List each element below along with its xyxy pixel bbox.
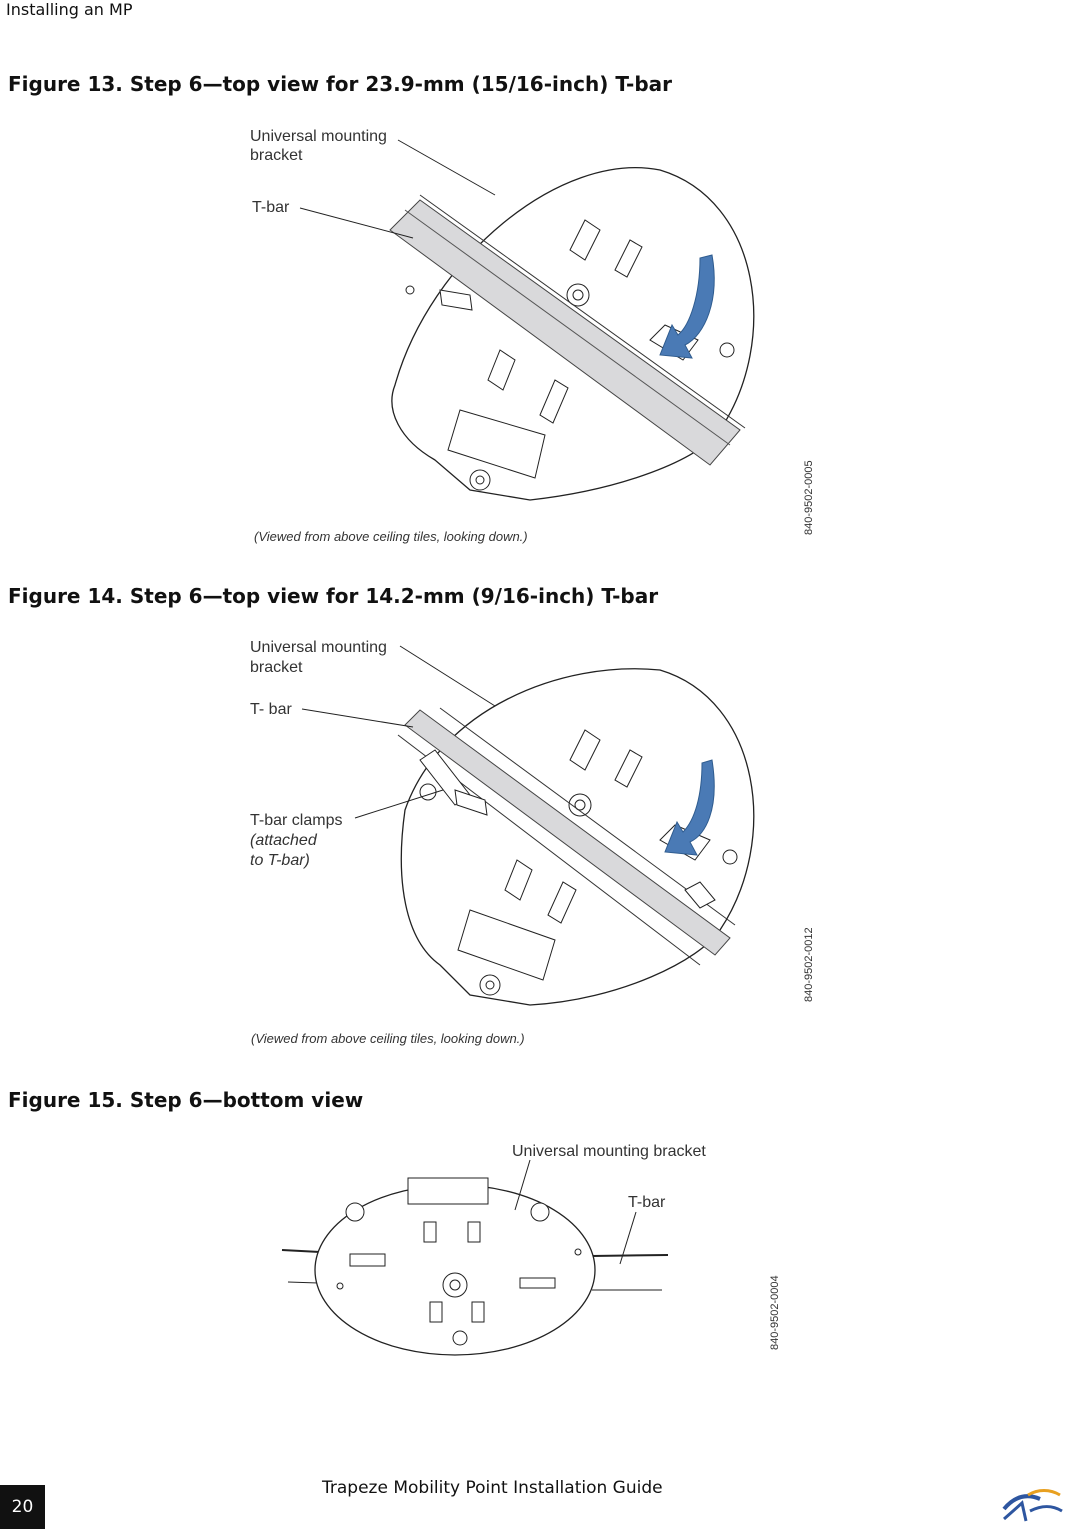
figure-13 — [0, 110, 1067, 550]
figure-14-tbar-label: T- bar — [250, 701, 292, 718]
figure-14-title: Figure 14. Step 6—top view for 14.2-mm (9/16-inch) T-bar — [8, 584, 659, 608]
figure-14-caption: (Viewed from above ceiling tiles, looking down.) — [251, 1031, 525, 1046]
figure-14-clamps-label-1: T-bar clamps — [250, 812, 343, 829]
page-number: 20 — [0, 1485, 45, 1529]
figure-14 — [0, 620, 1067, 1060]
figure-15-illustration — [0, 1130, 1067, 1370]
figure-15-code: 840-9502-0004 — [769, 1275, 781, 1350]
figure-13-caption: (Viewed from above ceiling tiles, looking down.) — [254, 529, 528, 544]
section-header: Installing an MP — [6, 0, 133, 19]
trapeze-logo-icon — [1000, 1483, 1064, 1531]
figure-13-code: 840-9502-0005 — [803, 460, 815, 535]
figure-14-clamps-label-3: to T-bar) — [250, 852, 310, 869]
figure-15-bracket-label: Universal mounting bracket — [512, 1143, 706, 1160]
figure-14-clamps-label-2: (attached — [250, 832, 317, 849]
figure-15-title: Figure 15. Step 6—bottom view — [8, 1088, 364, 1112]
figure-13-illustration — [0, 110, 1067, 550]
footer-guide-title: Trapeze Mobility Point Installation Guide — [322, 1478, 663, 1498]
figure-13-bracket-label-1: Universal mounting — [250, 128, 387, 145]
figure-15 — [0, 1130, 1067, 1370]
figure-14-illustration — [0, 620, 1067, 1060]
figure-14-bracket-label-2: bracket — [250, 659, 303, 676]
figure-13-bracket-label-2: bracket — [250, 147, 303, 164]
figure-14-bracket-label-1: Universal mounting — [250, 639, 387, 656]
figure-14-code: 840-9502-0012 — [803, 927, 815, 1002]
figure-13-title: Figure 13. Step 6—top view for 23.9-mm (15/16-inch) T-bar — [8, 72, 672, 96]
figure-15-tbar-label: T-bar — [628, 1194, 666, 1211]
figure-13-tbar-label: T-bar — [252, 199, 290, 216]
